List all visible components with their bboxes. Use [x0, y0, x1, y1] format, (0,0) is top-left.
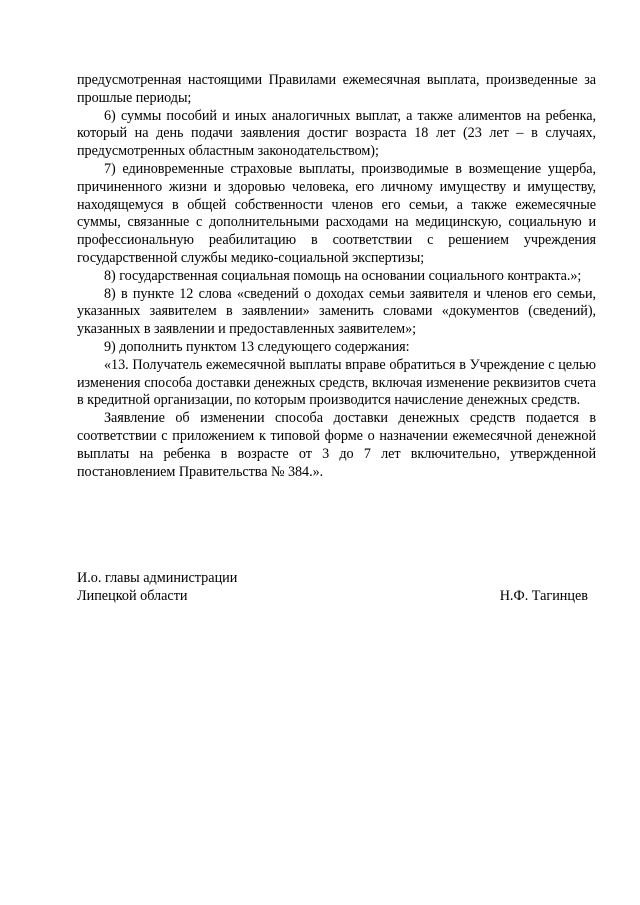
signatory-title-line2: Липецкой области: [77, 587, 188, 604]
signatory-name: Н.Ф. Тагинцев: [499, 587, 588, 604]
paragraph: 7) единовременные страховые выплаты, производимые в возмещение ущерба, причиненного жизни и здоровью человека, его личному имуществу и имуществу, находящемуся в общей собственности членов его семьи, а также ежемесячные суммы, связанные с дополнительными расходами на медицинскую, социальную и профессиональную реабилитацию в соответствии с решением учреждения государственной службы медико-социальной экспертизы;: [77, 160, 596, 266]
signatory-title-line1: И.о. главы администрации: [77, 570, 238, 586]
signature-block: [77, 570, 596, 606]
document-body: [77, 72, 596, 481]
paragraph: 6) суммы пособий и иных аналогичных выплат, а также алиментов на ребенка, который на день подачи заявления достиг возраста 18 лет (23 лет – в случаях, предусмотренных областным законодательством);: [77, 107, 596, 160]
paragraph: 9) дополнить пунктом 13 следующего содержания:: [104, 338, 410, 355]
signatory-row: [77, 588, 596, 606]
paragraph: предусмотренная настоящими Правилами ежемесячная выплата, произведенные за прошлые периоды;: [77, 72, 596, 106]
paragraph: «13. Получатель ежемесячной выплаты вправе обратиться в Учреждение с целью изменения способа доставки денежных средств, включая изменение реквизитов счета в кредитной организации, по которым производится начисление денежных средств.: [77, 356, 596, 409]
paragraph: Заявление об изменении способа доставки денежных средств подается в соответствии с приложением к типовой форме о назначении ежемесячной денежной выплаты на ребенка в возрасте от 3 до 7 лет включительно, утвержденной постановлением Правительства № 384.».: [77, 410, 596, 480]
paragraph: 8) в пункте 12 слова «сведений о доходах семьи заявителя и членов его семьи, указанных заявителем в заявлении» заменить словами «документов (сведений), указанных в заявлении и предоставленных заявителем»;: [77, 285, 596, 338]
paragraph: 8) государственная социальная помощь на основании социального контракта.»;: [104, 267, 582, 284]
